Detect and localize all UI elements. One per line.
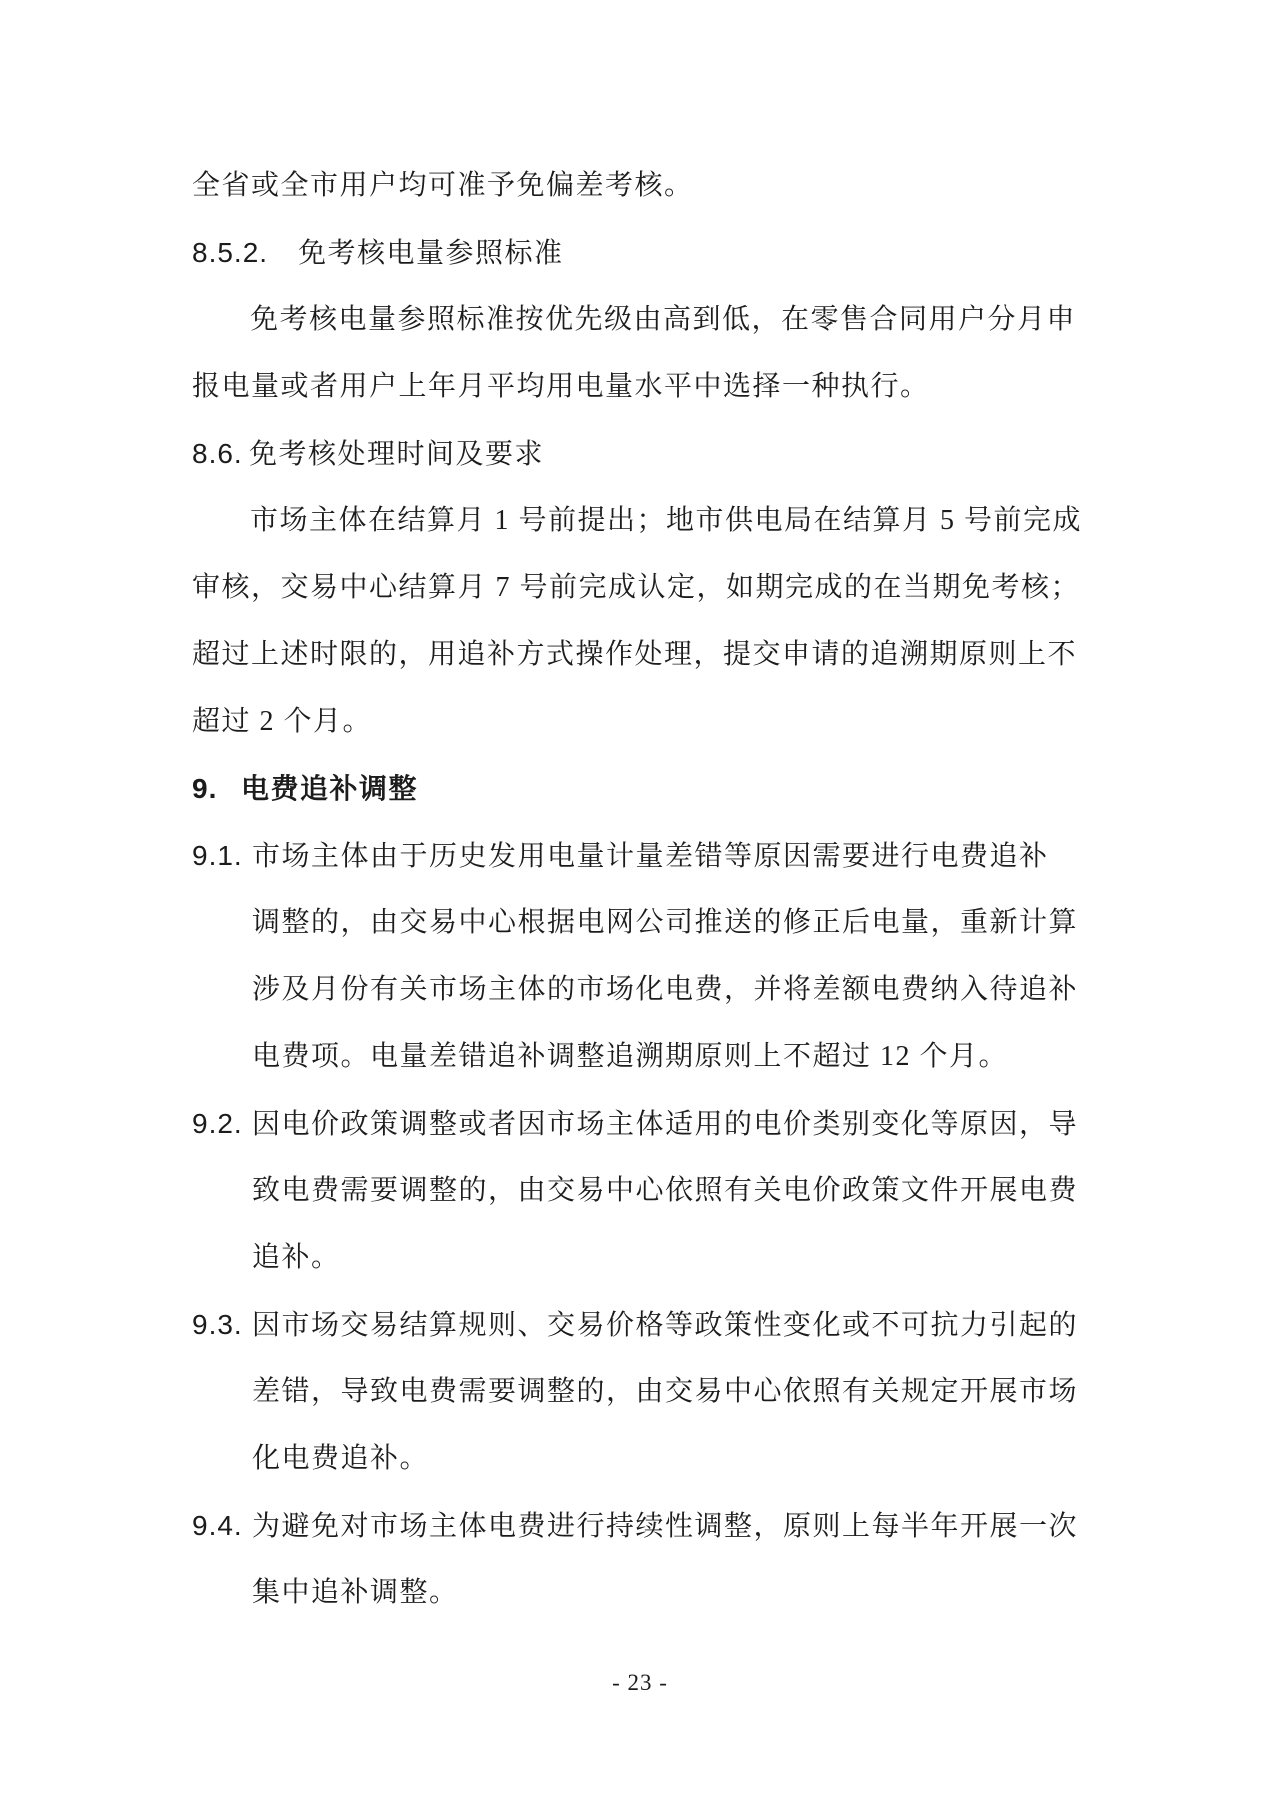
paragraph-line	[192, 554, 1090, 621]
paragraph-text: 报电量或者用户上年月平均用电量水平中选择一种执行。	[192, 371, 930, 402]
paragraph-text: 调整的，由交易中心根据电网公司推送的修正后电量，重新计算	[252, 907, 1079, 938]
item-line-9-4	[192, 1492, 1090, 1559]
section-heading-text: 免考核处理时间及要求	[249, 439, 545, 470]
paragraph-text: 化电费追补。	[252, 1443, 430, 1474]
paragraph-line	[192, 286, 1090, 353]
item-text: 因市场交易结算规则、交易价格等政策性变化或不可抗力引起的	[252, 1310, 1079, 1341]
paragraph-text: 集中追补调整。	[252, 1577, 459, 1608]
paragraph-line	[192, 889, 1090, 956]
paragraph-line	[192, 1358, 1090, 1425]
paragraph-text: 追补。	[252, 1242, 341, 1273]
paragraph-line	[192, 1224, 1090, 1291]
paragraph-line	[192, 621, 1090, 688]
paragraph-line	[192, 1023, 1090, 1090]
item-number-label: 9.2.	[192, 1108, 243, 1139]
paragraph-line	[192, 1157, 1090, 1224]
paragraph-text: 差错，导致电费需要调整的，由交易中心依照有关规定开展市场	[252, 1376, 1079, 1407]
paragraph-text: 电费项。电量差错追补调整追溯期原则上不超过 12 个月。	[252, 1041, 1009, 1072]
section-heading-9	[192, 755, 1090, 822]
paragraph-text: 市场主体在结算月 1 号前提出；地市供电局在结算月 5 号前完成	[250, 505, 1083, 536]
section-heading-text: 免考核电量参照标准	[298, 238, 564, 269]
item-text: 为避免对市场主体电费进行持续性调整，原则上每半年开展一次	[252, 1511, 1079, 1542]
paragraph-text: 致电费需要调整的，由交易中心依照有关电价政策文件开展电费	[252, 1175, 1079, 1206]
page-number: - 23 -	[612, 1670, 668, 1695]
item-line-9-1	[192, 822, 1090, 889]
section-number-label: 9.	[192, 773, 218, 804]
item-line-9-2	[192, 1090, 1090, 1157]
item-number-label: 9.3.	[192, 1309, 243, 1340]
section-heading-8-6	[192, 420, 1090, 487]
item-number-label: 9.1.	[192, 840, 243, 871]
paragraph-line	[192, 353, 1090, 420]
paragraph-text: 审核，交易中心结算月 7 号前完成认定，如期完成的在当期免考核；	[192, 572, 1081, 603]
item-text: 因电价政策调整或者因市场主体适用的电价类别变化等原因，导	[252, 1109, 1079, 1140]
paragraph-text: 超过上述时限的，用追补方式操作处理，提交申请的追溯期原则上不	[192, 639, 1078, 670]
section-number-label: 8.5.2.	[192, 237, 269, 268]
section-heading-8-5-2	[192, 219, 1090, 286]
item-number-label: 9.4.	[192, 1510, 243, 1541]
item-text: 市场主体由于历史发用电量计量差错等原因需要进行电费追补	[252, 841, 1049, 872]
paragraph-text: 免考核电量参照标准按优先级由高到低，在零售合同用户分月申	[250, 304, 1077, 335]
item-line-9-3	[192, 1291, 1090, 1358]
paragraph-line	[192, 487, 1090, 554]
paragraph-text: 超过 2 个月。	[192, 706, 373, 737]
section-number-label: 8.6.	[192, 438, 243, 469]
paragraph-line	[192, 1559, 1090, 1626]
paragraph-line	[192, 1425, 1090, 1492]
paragraph-line	[192, 152, 1090, 219]
paragraph-line	[192, 688, 1090, 755]
paragraph-text: 涉及月份有关市场主体的市场化电费，并将差额电费纳入待追补	[252, 974, 1079, 1005]
paragraph-text: 全省或全市用户均可准予免偏差考核。	[192, 170, 694, 201]
section-heading-text: 电费追补调整	[241, 774, 419, 805]
paragraph-line	[192, 956, 1090, 1023]
document-content	[192, 152, 1090, 1626]
